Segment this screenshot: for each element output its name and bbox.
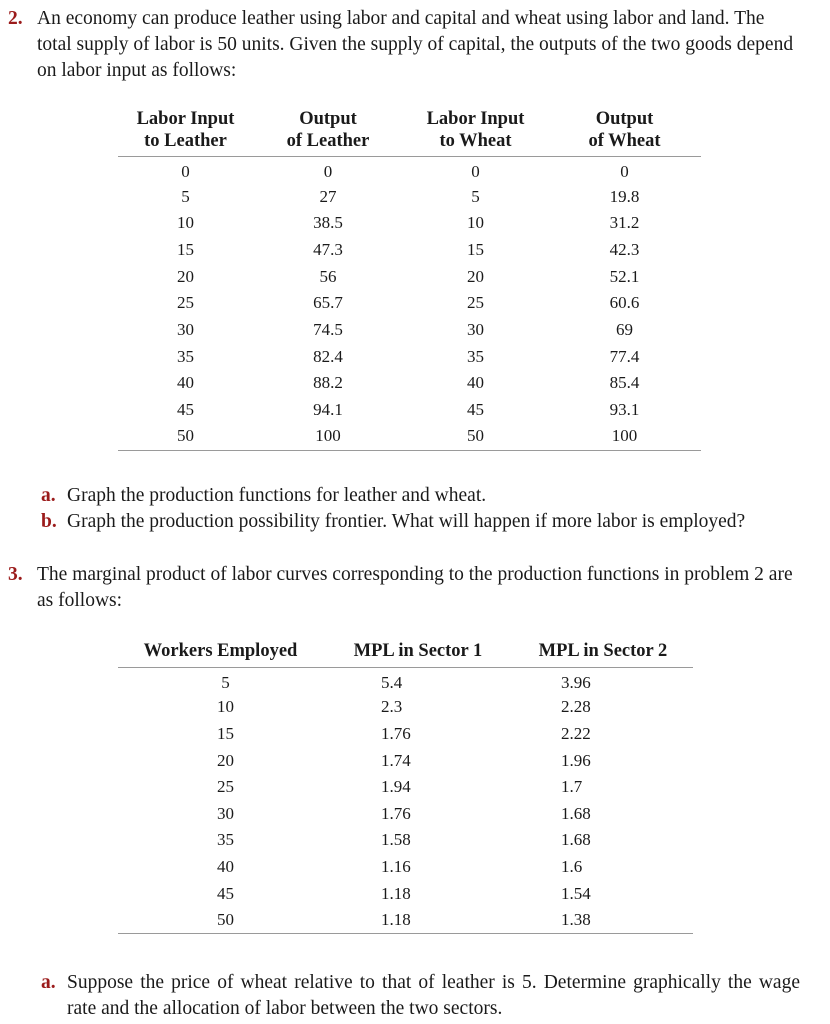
problem-3-text: The marginal product of labor curves corresponding to the production functions in problem 2 are as follows: [37, 564, 793, 611]
col-header-mpl-sector-1: MPL in Sector 1 [353, 641, 483, 661]
table-row: 25 1.94 1.7 [217, 777, 583, 797]
table-bottom-rule [118, 933, 693, 939]
table-row: 0 0 0 0 [181, 162, 629, 182]
col-header-workers: Workers Employed [143, 641, 298, 661]
table-row: 40 1.16 1.6 [217, 856, 583, 876]
table-row: 15 1.76 2.22 [217, 723, 591, 743]
table-row: 45 1.18 1.54 [217, 883, 591, 903]
table-row: 10 2.3 2.28 [217, 697, 591, 717]
table-row: 40 88.2 40 85.4 [177, 373, 640, 393]
table-row: 35 1.58 1.68 [217, 830, 591, 850]
table-header-row [118, 640, 693, 668]
table-row: 15 47.3 15 42.3 [177, 239, 640, 259]
table-row: 5 5.4 3.96 [221, 673, 591, 693]
table-row: 30 74.5 30 69 [177, 319, 633, 339]
table-row: 20 56 20 52.1 [177, 266, 640, 286]
table-bottom-rule [118, 450, 701, 456]
table-row: 10 38.5 10 31.2 [177, 213, 640, 233]
table-row: 45 94.1 45 93.1 [177, 400, 640, 420]
col-header-labor-to-leather: Labor Input to Leather [136, 109, 235, 151]
labor-output-table [118, 108, 701, 456]
part-text: Graph the production functions for leather and wheat. [67, 485, 487, 506]
problem-3-number: 3. [8, 564, 23, 585]
table-row: 20 1.74 1.96 [217, 750, 591, 770]
table-row: 50 100 50 100 [177, 426, 638, 446]
col-header-labor-to-wheat: Labor Input to Wheat [426, 109, 525, 151]
table-header-row [118, 108, 701, 157]
col-header-output-wheat: Output of Wheat [588, 109, 661, 151]
mpl-table [118, 640, 693, 939]
part-text: Graph the production possibility frontier. What will happen if more labor is employed? [67, 511, 746, 532]
part-letter: b. [41, 511, 57, 532]
problem-2-text: An economy can produce leather using labor and capital and wheat using labor and land. The total supply of labor is 50 units. Given the supply of capital, the outputs of the two goods depend on labor input as follows: [37, 8, 794, 81]
part-letter: a. [41, 972, 56, 993]
col-header-output-leather: Output of Leather [286, 109, 370, 151]
table-row: 35 82.4 35 77.4 [177, 346, 640, 366]
problem-2-number: 2. [8, 8, 23, 29]
table-row: 25 65.7 25 60.6 [177, 293, 640, 313]
part-text: Suppose the price of wheat relative to that of leather is 5. Determine graphically the wage rate and the allocation of labor between the two sectors. [67, 972, 800, 1019]
table-row: 5 27 5 19.8 [181, 186, 640, 206]
col-header-mpl-sector-2: MPL in Sector 2 [538, 641, 668, 661]
part-letter: a. [41, 485, 56, 506]
table-row: 50 1.18 1.38 [217, 909, 591, 929]
table-row: 30 1.76 1.68 [217, 803, 591, 823]
